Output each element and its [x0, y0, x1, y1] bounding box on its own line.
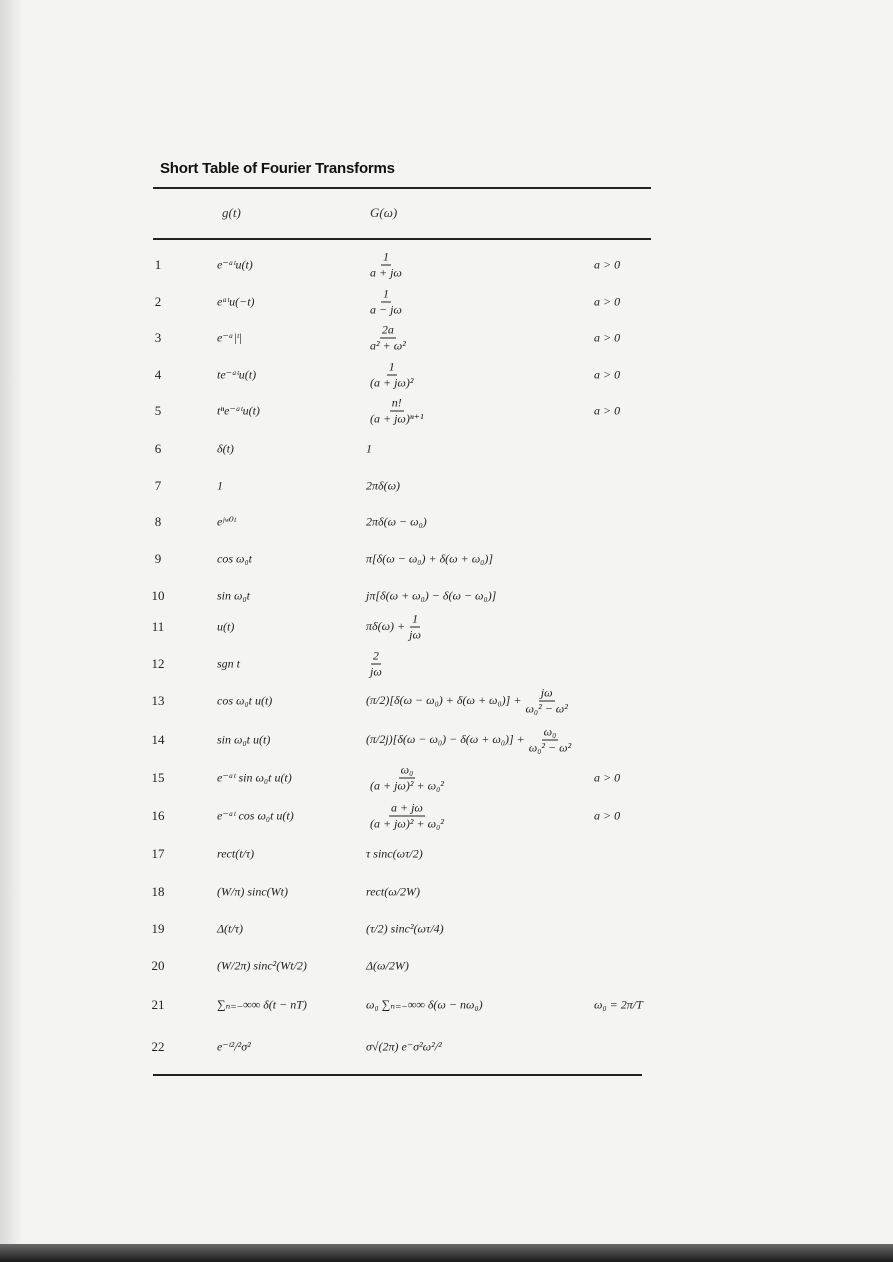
time-function: e⁻ᵃᵗ cos ω₀t u(t) [217, 808, 294, 823]
condition: ω₀ = 2π/T [594, 997, 643, 1012]
header-rule [153, 238, 651, 240]
fraction [523, 686, 569, 717]
row-number: 17 [151, 846, 165, 861]
row-number: 21 [151, 997, 165, 1012]
condition: a > 0 [594, 257, 621, 272]
table-row [0, 394, 893, 428]
fourier-transform [366, 763, 446, 794]
row-number: 2 [154, 294, 162, 309]
fraction-numerator: a + jω [390, 800, 423, 815]
row-number: 14 [151, 732, 165, 747]
condition: a > 0 [594, 367, 621, 382]
row-number: 6 [154, 441, 162, 456]
fraction-denominator: jω [409, 627, 421, 642]
table-row [0, 949, 893, 983]
column-header-G: G(ω) [370, 205, 398, 220]
fraction-denominator: (a + jω)² + ω₀² [370, 816, 444, 831]
fraction-numerator: ω₀ [543, 724, 557, 739]
time-function: sgn t [217, 656, 241, 671]
fraction [368, 763, 446, 794]
fourier-transform: τ sinc(ωτ/2) [366, 846, 423, 861]
scan-bottom-band [0, 1244, 893, 1262]
table-row [0, 579, 893, 613]
fraction-denominator: (a + jω)² + ω₀² [370, 778, 444, 793]
table-row [0, 912, 893, 946]
time-function: e⁻ᵃᵗ sin ω₀t u(t) [217, 770, 292, 785]
fourier-transform [366, 686, 570, 717]
row-number: 5 [154, 403, 162, 418]
row-number: 22 [151, 1039, 165, 1054]
row-number: 16 [151, 808, 165, 823]
time-function: e⁻ᵗ²/²σ² [217, 1039, 251, 1054]
bottom-rule [153, 1074, 642, 1076]
row-number: 15 [151, 770, 165, 785]
table-row [0, 542, 893, 576]
time-function: 1 [217, 478, 223, 493]
time-function: sin ω₀t u(t) [217, 732, 271, 747]
transform-prefix: (π/2)[δ(ω − ω₀) + δ(ω + ω₀)] + [366, 692, 522, 707]
fraction-denominator: (a + jω)² [370, 375, 414, 390]
fraction-denominator: ω₀² − ω² [528, 740, 572, 755]
fraction-denominator: a − jω [370, 302, 402, 317]
time-function: (W/2π) sinc²(Wt/2) [217, 958, 307, 973]
table-row [0, 647, 893, 681]
fourier-transform [366, 801, 446, 832]
time-function: sin ω₀t [217, 588, 250, 603]
row-number: 4 [154, 367, 162, 382]
top-rule [153, 187, 651, 189]
row-number: 12 [151, 656, 165, 671]
table-row [0, 610, 893, 644]
fourier-transform [366, 612, 423, 643]
time-function: e⁻ᵃᵗu(t) [217, 257, 253, 272]
row-number: 1 [154, 257, 162, 272]
fourier-transform: 1 [366, 441, 372, 456]
fourier-transform [366, 360, 416, 391]
fourier-transform: σ√(2π) e⁻σ²ω²/² [366, 1039, 442, 1054]
table-row [0, 248, 893, 282]
row-number: 3 [154, 330, 162, 345]
time-function: eᵃᵗu(−t) [217, 294, 255, 309]
fraction [368, 323, 408, 354]
fourier-transform [366, 287, 404, 318]
fraction [368, 360, 416, 391]
time-function: cos ω₀t [217, 551, 252, 566]
row-number: 19 [151, 921, 165, 936]
fraction [368, 801, 446, 832]
condition: a > 0 [594, 330, 621, 345]
condition: a > 0 [594, 403, 621, 418]
time-function: (W/π) sinc(Wt) [217, 884, 288, 899]
column-header-g: g(t) [222, 205, 241, 220]
time-function: ∑ₙ₌₋∞∞ δ(t − nT) [217, 997, 307, 1012]
fourier-transform: jπ[δ(ω + ω₀) − δ(ω − ω₀)] [366, 588, 497, 603]
row-number: 7 [154, 478, 162, 493]
time-function: rect(t/τ) [217, 846, 255, 861]
fourier-transform [366, 396, 426, 427]
fraction-numerator: 2a [381, 322, 394, 337]
fraction-numerator: 1 [388, 359, 395, 374]
row-number: 8 [154, 514, 162, 529]
table-row [0, 875, 893, 909]
table-row [0, 358, 893, 392]
time-function: tⁿe⁻ᵃᵗu(t) [217, 403, 260, 418]
table-row [0, 321, 893, 355]
row-number: 18 [151, 884, 165, 899]
condition: a > 0 [594, 294, 621, 309]
table-row [0, 723, 893, 757]
condition: a > 0 [594, 770, 621, 785]
fraction-denominator: a² + ω² [370, 338, 406, 353]
table-row [0, 761, 893, 795]
fraction-denominator: jω [370, 664, 382, 679]
fraction-denominator: a + jω [370, 265, 402, 280]
row-number: 13 [151, 693, 165, 708]
fraction-numerator: ω₀ [400, 762, 414, 777]
fourier-transform [366, 649, 384, 680]
fraction-numerator: 1 [382, 286, 389, 301]
fourier-transform: π[δ(ω − ω₀) + δ(ω + ω₀)] [366, 551, 494, 566]
fourier-transform: 2πδ(ω − ω₀) [366, 514, 427, 529]
table-row [0, 469, 893, 503]
fraction-denominator: ω₀² − ω² [525, 701, 568, 716]
row-number: 10 [151, 588, 165, 603]
table-row [0, 505, 893, 539]
fourier-transform: ω₀ ∑ₙ₌₋∞∞ δ(ω − nω₀) [366, 997, 483, 1012]
fraction-numerator: jω [540, 685, 553, 700]
row-number: 11 [151, 619, 165, 634]
time-function: e⁻ᵃ|ᵗ| [217, 330, 243, 345]
table-row [0, 1030, 893, 1064]
fourier-transform: (τ/2) sinc²(ωτ/4) [366, 921, 444, 936]
fraction [368, 287, 404, 318]
table-row [0, 684, 893, 718]
fraction [407, 612, 423, 643]
time-function: Δ(t/τ) [217, 921, 243, 936]
row-number: 20 [151, 958, 165, 973]
fourier-transform: rect(ω/2W) [366, 884, 421, 899]
row-number: 9 [154, 551, 162, 566]
transform-prefix: πδ(ω) + [366, 618, 406, 633]
fraction-numerator: n! [391, 395, 402, 410]
fourier-transform: 2πδ(ω) [366, 478, 401, 493]
time-function: δ(t) [217, 441, 234, 456]
time-function: te⁻ᵃᵗu(t) [217, 367, 257, 382]
table-row [0, 799, 893, 833]
fraction [527, 725, 573, 756]
fraction-numerator: 1 [412, 611, 419, 626]
fraction-numerator: 2 [372, 648, 379, 663]
fraction-denominator: (a + jω)ⁿ⁺¹ [370, 411, 424, 426]
transform-prefix: (π/2j)[δ(ω − ω₀) − δ(ω + ω₀)] + [366, 731, 525, 746]
time-function: u(t) [217, 619, 235, 634]
time-function: cos ω₀t u(t) [217, 693, 273, 708]
condition: a > 0 [594, 808, 621, 823]
fourier-transform [366, 725, 573, 756]
fraction [368, 649, 384, 680]
fraction [368, 250, 404, 281]
table-row [0, 988, 893, 1022]
page-title: Short Table of Fourier Transforms [160, 160, 395, 177]
table-row [0, 432, 893, 466]
table-row [0, 285, 893, 319]
fourier-transform [366, 323, 408, 354]
fraction-numerator: 1 [382, 249, 389, 264]
table-row [0, 837, 893, 871]
fourier-transform: Δ(ω/2W) [366, 958, 409, 973]
fourier-transform [366, 250, 404, 281]
time-function: eʲʷ⁰ᵗ [217, 514, 236, 529]
fraction [368, 396, 426, 427]
